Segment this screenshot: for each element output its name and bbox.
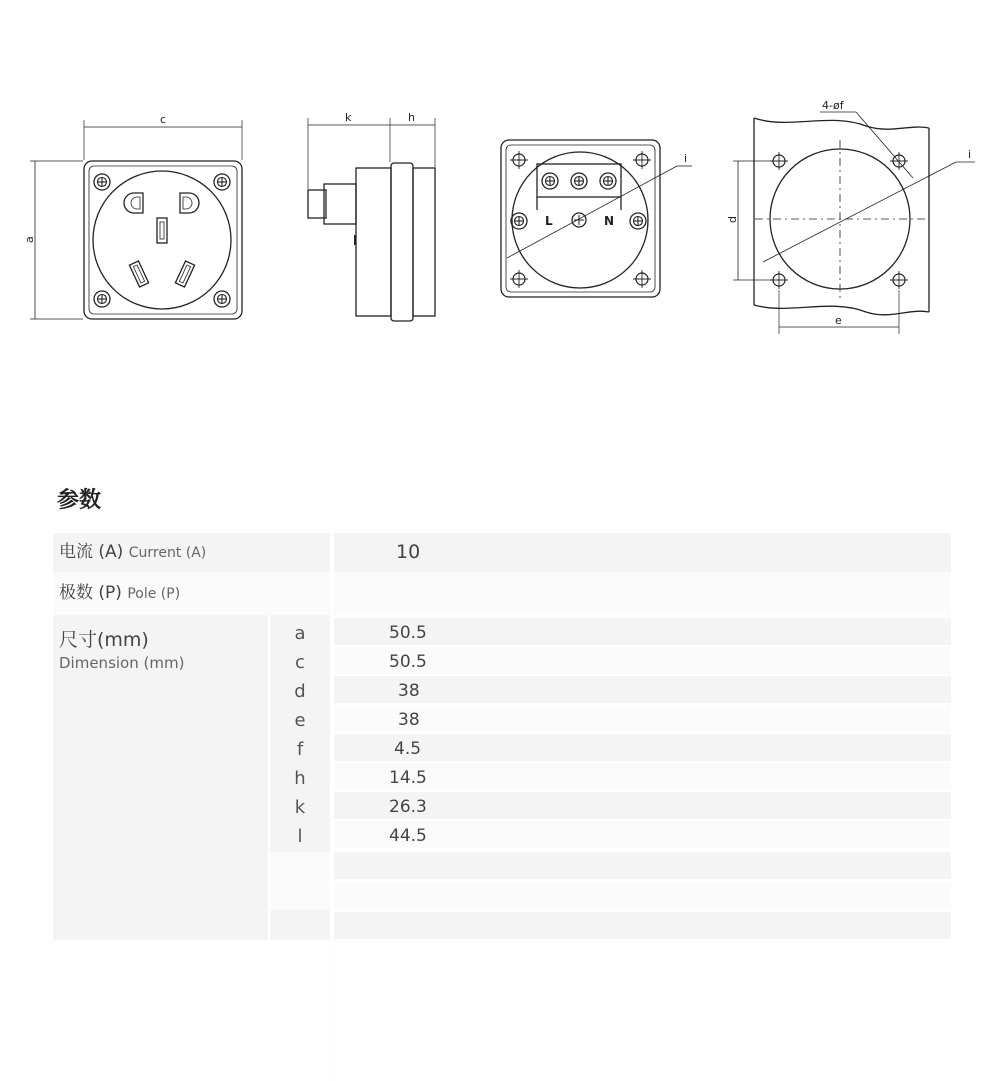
technical-drawings bbox=[0, 0, 1001, 420]
dim-label-d: d bbox=[726, 216, 739, 223]
dim-key-l: l bbox=[297, 826, 303, 847]
side-view-drawing bbox=[308, 118, 435, 321]
pole-value-cell bbox=[334, 572, 951, 615]
dim-label-a: a bbox=[23, 236, 36, 243]
dim-value-k: 26.3 bbox=[389, 797, 427, 817]
dim-label-i-back: i bbox=[684, 152, 688, 165]
dim-key-c: c bbox=[295, 652, 305, 673]
dim-key-d: d bbox=[294, 681, 306, 702]
dimension-label-cell bbox=[53, 615, 268, 940]
dim-key-e: e bbox=[294, 710, 306, 731]
dim-value-f: 4.5 bbox=[394, 739, 422, 759]
pole-label-en: Pole (P) bbox=[127, 586, 181, 602]
dim-key-a: a bbox=[294, 623, 306, 644]
current-label-en: Current (A) bbox=[128, 545, 207, 561]
dim-value-row bbox=[334, 852, 951, 879]
current-value: 10 bbox=[396, 541, 421, 563]
dim-value-h: 14.5 bbox=[389, 768, 427, 788]
terminal-label-N: N bbox=[604, 214, 615, 228]
dim-value-row bbox=[334, 705, 951, 732]
current-label-cell bbox=[53, 533, 330, 572]
dim-label-k: k bbox=[345, 111, 352, 124]
dim-value-row bbox=[334, 912, 951, 939]
dim-label-i-panel: i bbox=[968, 148, 972, 161]
front-view-drawing bbox=[30, 120, 242, 319]
dim-value-row bbox=[334, 676, 951, 703]
key-filler-1 bbox=[270, 852, 330, 882]
dim-value-c: 50.5 bbox=[389, 652, 427, 672]
dim-label-holes: 4-øf bbox=[822, 99, 844, 112]
current-value-cell bbox=[334, 533, 951, 572]
dimension-label-en: Dimension (mm) bbox=[59, 654, 185, 672]
current-label: 电流 (A) bbox=[59, 542, 124, 562]
section-title: 参数 bbox=[57, 488, 102, 513]
pole-label: 极数 (P) bbox=[59, 583, 122, 603]
back-view-drawing bbox=[501, 140, 692, 297]
dim-value-a: 50.5 bbox=[389, 623, 427, 643]
dim-key-h: h bbox=[294, 768, 306, 789]
params-table bbox=[53, 533, 951, 1081]
dim-value-row bbox=[334, 734, 951, 761]
panel-cutout-drawing bbox=[733, 112, 975, 334]
dim-label-e: e bbox=[835, 314, 842, 327]
terminal-label-L: L bbox=[545, 214, 553, 228]
dim-label-c: c bbox=[160, 113, 167, 126]
dim-value-e: 38 bbox=[398, 710, 420, 730]
key-filler-2 bbox=[270, 882, 330, 910]
dim-value-row bbox=[334, 882, 951, 909]
pole-label-cell bbox=[53, 572, 330, 615]
dim-label-h: h bbox=[408, 111, 415, 124]
dim-key-k: k bbox=[294, 797, 306, 818]
value-column-tail bbox=[334, 942, 335, 1081]
dim-value-l: 44.5 bbox=[389, 826, 427, 846]
dimension-label: 尺寸(mm) bbox=[59, 629, 149, 651]
dim-value-d: 38 bbox=[398, 681, 420, 701]
dim-key-f: f bbox=[296, 739, 304, 760]
